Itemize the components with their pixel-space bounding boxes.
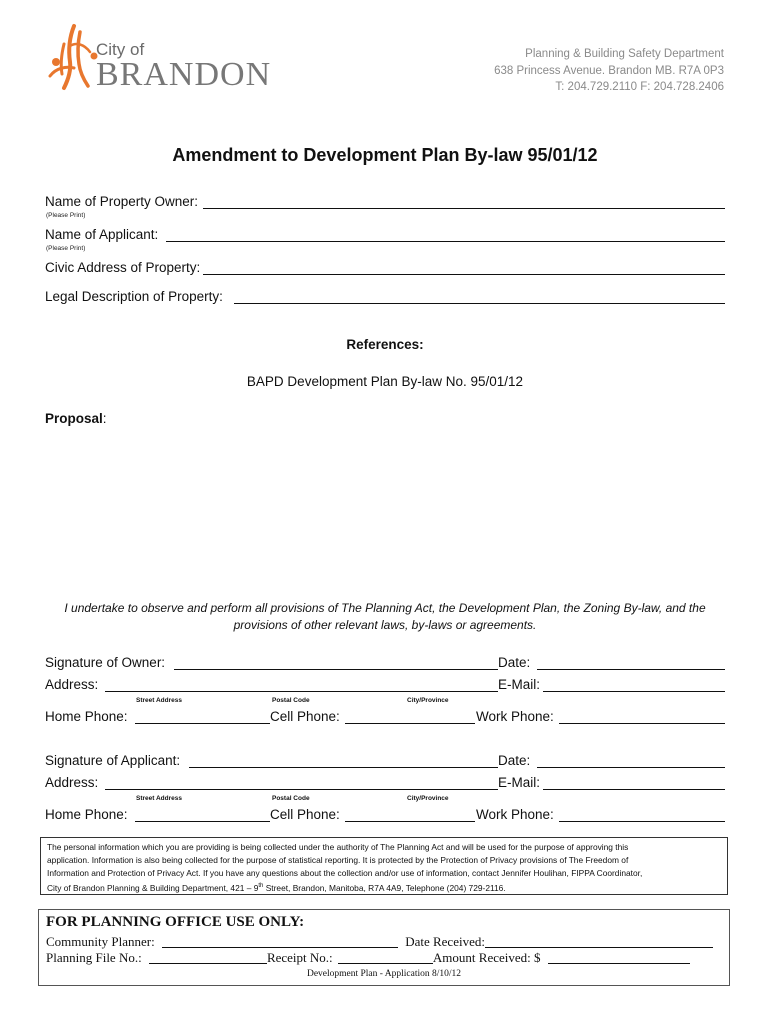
- office-use-heading: FOR PLANNING OFFICE USE ONLY:: [46, 914, 305, 930]
- amount-received-field[interactable]: [548, 963, 690, 964]
- office-row-1: [46, 934, 713, 950]
- owner-work-phone-field[interactable]: [559, 723, 725, 724]
- owner-date-label: Date:: [498, 655, 531, 670]
- owner-street-sublabel: Street Address: [136, 697, 182, 704]
- department-header: [494, 46, 724, 96]
- owner-date-field[interactable]: [537, 669, 725, 670]
- owner-address-field[interactable]: [105, 691, 498, 692]
- privacy-line-4b: Street, Brandon, Manitoba, R7A 4A9, Telephone (204) 729-2116.: [263, 882, 506, 893]
- applicant-work-phone-label: Work Phone:: [476, 807, 554, 822]
- privacy-notice: [40, 837, 728, 895]
- applicant-work-phone-field[interactable]: [559, 821, 725, 822]
- applicant-date-label: Date:: [498, 753, 531, 768]
- office-use-box: [38, 909, 730, 986]
- owner-home-phone-label: Home Phone:: [45, 709, 128, 724]
- applicant-signature-field[interactable]: [189, 767, 498, 768]
- civic-address-field[interactable]: [203, 274, 725, 275]
- applicant-name-label: Name of Applicant:: [45, 227, 159, 242]
- legal-description-field[interactable]: [234, 303, 725, 304]
- form-footer: Development Plan - Application 8/10/12: [306, 969, 462, 979]
- receipt-no-field[interactable]: [338, 963, 433, 964]
- applicant-postal-sublabel: Postal Code: [272, 795, 310, 802]
- owner-print-note: (Please Print): [46, 212, 86, 219]
- applicant-print-note: (Please Print): [46, 245, 86, 252]
- owner-postal-sublabel: Postal Code: [272, 697, 310, 704]
- civic-address-label: Civic Address of Property:: [45, 260, 201, 275]
- office-row-2: [46, 950, 690, 966]
- applicant-city-sublabel: City/Province: [407, 795, 449, 802]
- community-planner-field[interactable]: [162, 947, 398, 948]
- privacy-line-3: Information and Protection of Privacy Act. If you have any questions about the collection and/or use of information, contact Jennifer Houlihan, FIPPA Coordinator,: [47, 868, 643, 878]
- applicant-name-field[interactable]: [166, 241, 725, 242]
- applicant-address-label: Address:: [45, 775, 99, 790]
- planning-file-field[interactable]: [149, 963, 267, 964]
- legal-description-label: Legal Description of Property:: [45, 289, 223, 304]
- receipt-no-label: Receipt No.:: [266, 950, 333, 965]
- applicant-signature-label: Signature of Applicant:: [45, 753, 181, 768]
- owner-signature-field[interactable]: [174, 669, 498, 670]
- city-logo: [44, 22, 104, 94]
- proposal-area[interactable]: [45, 432, 725, 592]
- applicant-email-field[interactable]: [543, 789, 725, 790]
- privacy-line-4: [47, 880, 721, 895]
- community-planner-label: Community Planner:: [46, 934, 155, 949]
- department-phone: T: 204.729.2110 F: 204.728.2406: [555, 81, 724, 93]
- logo-city-text: City of: [96, 40, 145, 59]
- references-heading: References:: [346, 337, 424, 352]
- undertaking-statement: I undertake to observe and perform all provisions of The Planning Act, the Development Plan, the Zoning By-law, and the provisions of other relevant laws, by-laws or agreements.: [64, 601, 706, 632]
- privacy-line-4-sup: th: [258, 883, 264, 889]
- owner-address-label: Address:: [45, 677, 99, 692]
- department-name: Planning & Building Safety Department: [525, 48, 724, 60]
- owner-work-phone-label: Work Phone:: [476, 709, 554, 724]
- applicant-email-label: E-Mail:: [498, 775, 541, 790]
- privacy-line-2: application. Information is also being collected for the purpose of statistical reporting. It is protected by the Protection of Privacy provisions of The Freedom of: [47, 855, 629, 865]
- owner-email-label: E-Mail:: [498, 677, 541, 692]
- owner-cell-phone-field[interactable]: [345, 723, 475, 724]
- owner-home-phone-field[interactable]: [135, 723, 270, 724]
- applicant-street-sublabel: Street Address: [136, 795, 182, 802]
- privacy-line-1: The personal information which you are providing is being collected under the authority of The Planning Act and will be used for the purpose of approving this: [47, 842, 629, 852]
- owner-email-field[interactable]: [543, 691, 725, 692]
- proposal-colon: :: [102, 411, 107, 426]
- page-title: Amendment to Development Plan By-law 95/01/12: [172, 145, 598, 165]
- owner-name-label: Name of Property Owner:: [45, 194, 199, 209]
- applicant-cell-phone-label: Cell Phone:: [270, 807, 340, 822]
- amount-received-label: Amount Received: $: [432, 950, 541, 965]
- date-received-label: Date Received:: [405, 934, 485, 949]
- owner-city-sublabel: City/Province: [407, 697, 449, 704]
- references-text: BAPD Development Plan By-law No. 95/01/12: [246, 374, 524, 389]
- owner-cell-phone-label: Cell Phone:: [270, 709, 340, 724]
- planning-file-label: Planning File No.:: [46, 950, 142, 965]
- owner-signature-label: Signature of Owner:: [45, 655, 166, 670]
- privacy-line-4a: City of Brandon Planning & Building Department, 421 – 9: [47, 882, 259, 893]
- applicant-home-phone-label: Home Phone:: [45, 807, 128, 822]
- date-received-field[interactable]: [485, 947, 713, 948]
- owner-name-field[interactable]: [203, 208, 725, 209]
- applicant-cell-phone-field[interactable]: [345, 821, 475, 822]
- applicant-home-phone-field[interactable]: [135, 821, 270, 822]
- logo-brandon-text: BRANDON: [96, 56, 272, 93]
- proposal-label-text: Proposal: [45, 411, 103, 426]
- department-address: 638 Princess Avenue. Brandon MB. R7A 0P3: [494, 64, 724, 77]
- logo-figures-icon: [44, 22, 104, 94]
- proposal-label: [45, 411, 107, 426]
- applicant-address-field[interactable]: [105, 789, 498, 790]
- applicant-date-field[interactable]: [537, 767, 725, 768]
